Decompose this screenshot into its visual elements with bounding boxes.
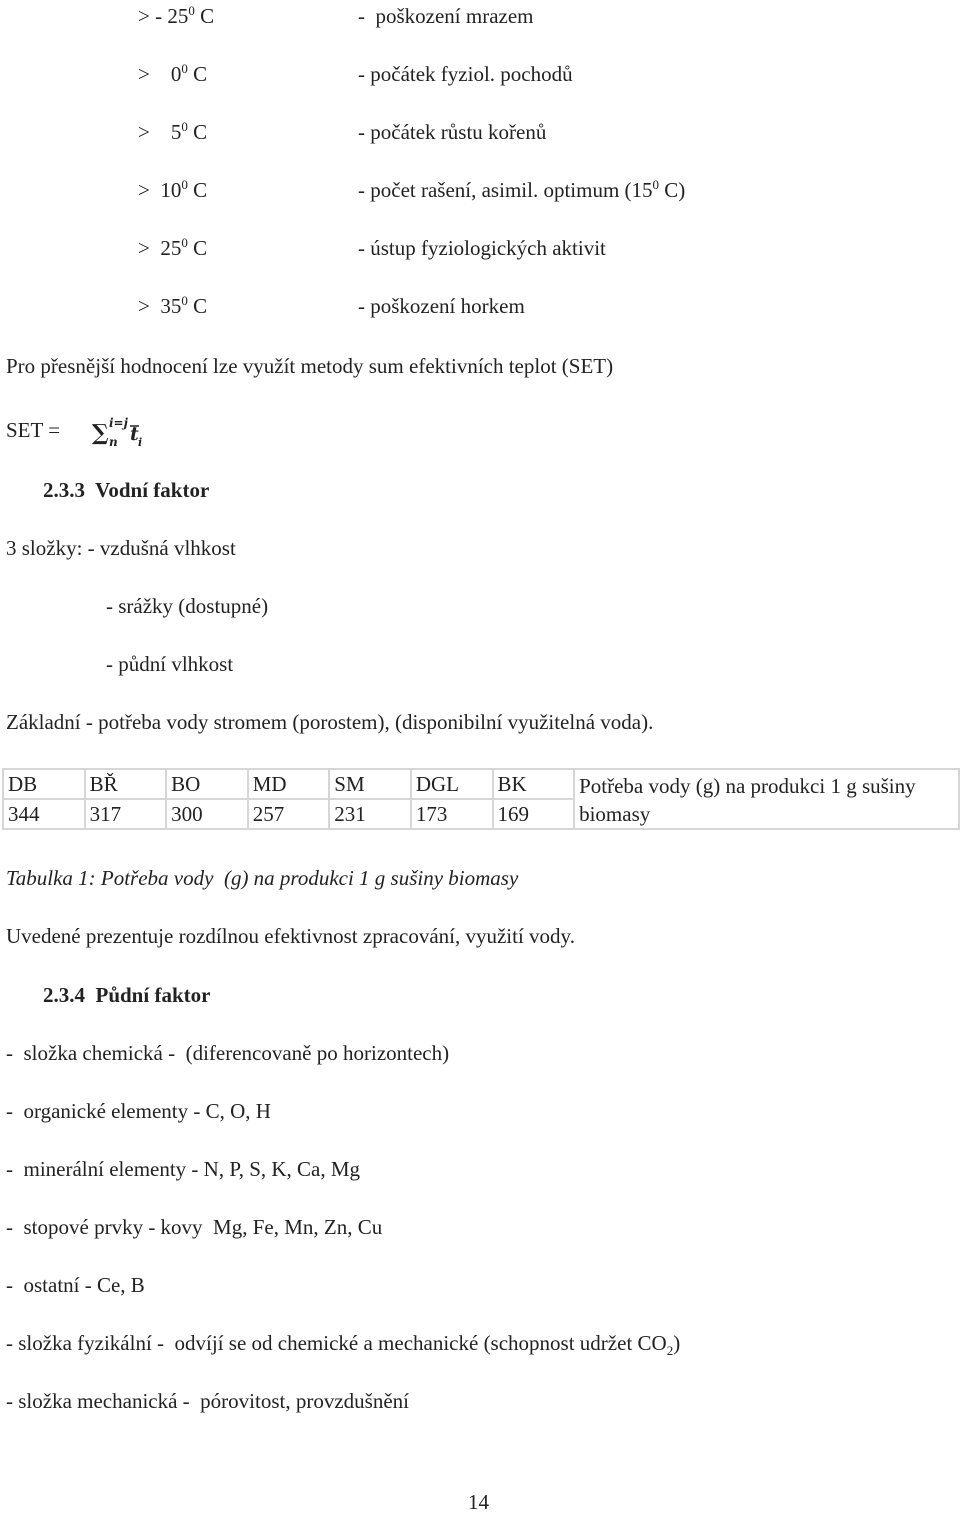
section-heading-soil: 2.3.4 Půdní faktor bbox=[43, 983, 211, 1007]
temp-row bbox=[0, 62, 960, 92]
temp-value: > $5^0$ C bbox=[138, 119, 208, 144]
table-cell: 231 bbox=[329, 799, 411, 829]
table-cell: 169 bbox=[493, 799, 575, 829]
table-header-cell: MD bbox=[248, 769, 330, 799]
temp-row bbox=[0, 178, 960, 208]
table-header-cell: BO bbox=[166, 769, 248, 799]
temp-value: > $25^0$ C bbox=[138, 235, 208, 260]
table-cell: 300 bbox=[166, 799, 248, 829]
temp-effect: - počet rašení, asimil. optimum ($15^0$ C) bbox=[358, 177, 686, 202]
table-caption: Tabulka 1: Potřeba vody (g) na produkci 1 g sušiny biomasy bbox=[6, 866, 519, 890]
temp-row bbox=[0, 236, 960, 266]
table-header-cell: DGL bbox=[411, 769, 493, 799]
components-intro: 3 složky: - vzdušná vlhkost bbox=[6, 536, 236, 560]
table-note: Potřeba vody (g) na produkci 1 g sušiny biomasy bbox=[574, 769, 959, 829]
soil-item: - organické elementy - C, O, H bbox=[6, 1099, 271, 1123]
table-cell: 257 bbox=[248, 799, 330, 829]
basic-need: Základní - potřeba vody stromem (porostem), (disponibilní využitelná voda). bbox=[6, 710, 654, 734]
soil-item: - ostatní - Ce, B bbox=[6, 1273, 145, 1297]
table-header-cell: SM bbox=[329, 769, 411, 799]
table-cell: 173 bbox=[411, 799, 493, 829]
temp-effect: - ústup fyziologických aktivit bbox=[358, 236, 606, 260]
table-header-cell: BŘ bbox=[85, 769, 167, 799]
soil-mechanical: - složka mechanická - pórovitost, provzdušnění bbox=[6, 1389, 409, 1413]
temp-row bbox=[0, 4, 960, 34]
section-heading-water: 2.3.3 Vodní faktor bbox=[43, 478, 210, 502]
temp-value: > - $25^0$ C bbox=[138, 3, 215, 28]
temp-effect: - počátek fyziol. pochodů bbox=[358, 62, 573, 86]
sum-lower-index: n bbox=[109, 435, 118, 449]
temp-effect: - počátek růstu kořenů bbox=[358, 120, 547, 144]
sum-symbol: ∑ bbox=[92, 420, 109, 446]
set-intro: Pro přesnější hodnocení lze využít metody sum efektivních teplot (SET) bbox=[6, 354, 614, 378]
table-header-cell: BK bbox=[493, 769, 575, 799]
component-item: - srážky (dostupné) bbox=[106, 594, 269, 618]
term-t: t bbox=[130, 423, 139, 445]
temp-row bbox=[0, 294, 960, 324]
temp-effect: - poškození mrazem bbox=[358, 4, 534, 28]
temp-effect: - poškození horkem bbox=[358, 294, 525, 318]
soil-item: - složka chemická - (diferencovaně po horizontech) bbox=[6, 1041, 450, 1065]
table-row bbox=[3, 769, 959, 799]
term-index: i bbox=[138, 436, 143, 449]
set-formula bbox=[92, 416, 152, 450]
table-cell: 317 bbox=[85, 799, 167, 829]
soil-item: - minerální elementy - N, P, S, K, Ca, Mg bbox=[6, 1157, 361, 1181]
table-cell: 344 bbox=[3, 799, 85, 829]
water-need-table bbox=[2, 768, 960, 830]
component-item: - půdní vlhkost bbox=[106, 652, 234, 676]
temp-value: > $35^0$ C bbox=[138, 293, 208, 318]
sum-upper-index: i=j bbox=[109, 416, 128, 430]
soil-physical: - složka fyzikální - odvíjí se od chemické a mechanické (schopnost udržet $CO_2$) bbox=[6, 1331, 681, 1359]
table-comment: Uvedené prezentuje rozdílnou efektivnost zpracování, využití vody. bbox=[6, 924, 575, 948]
temp-row bbox=[0, 120, 960, 150]
temp-value: > $10^0$ C bbox=[138, 177, 208, 202]
temp-value: > $0^0$ C bbox=[138, 61, 208, 86]
soil-item: - stopové prvky - kovy Mg, Fe, Mn, Zn, Cu bbox=[6, 1215, 383, 1239]
page-number: 14 bbox=[468, 1490, 489, 1514]
set-label: SET = bbox=[6, 418, 61, 442]
table-header-cell: DB bbox=[3, 769, 85, 799]
